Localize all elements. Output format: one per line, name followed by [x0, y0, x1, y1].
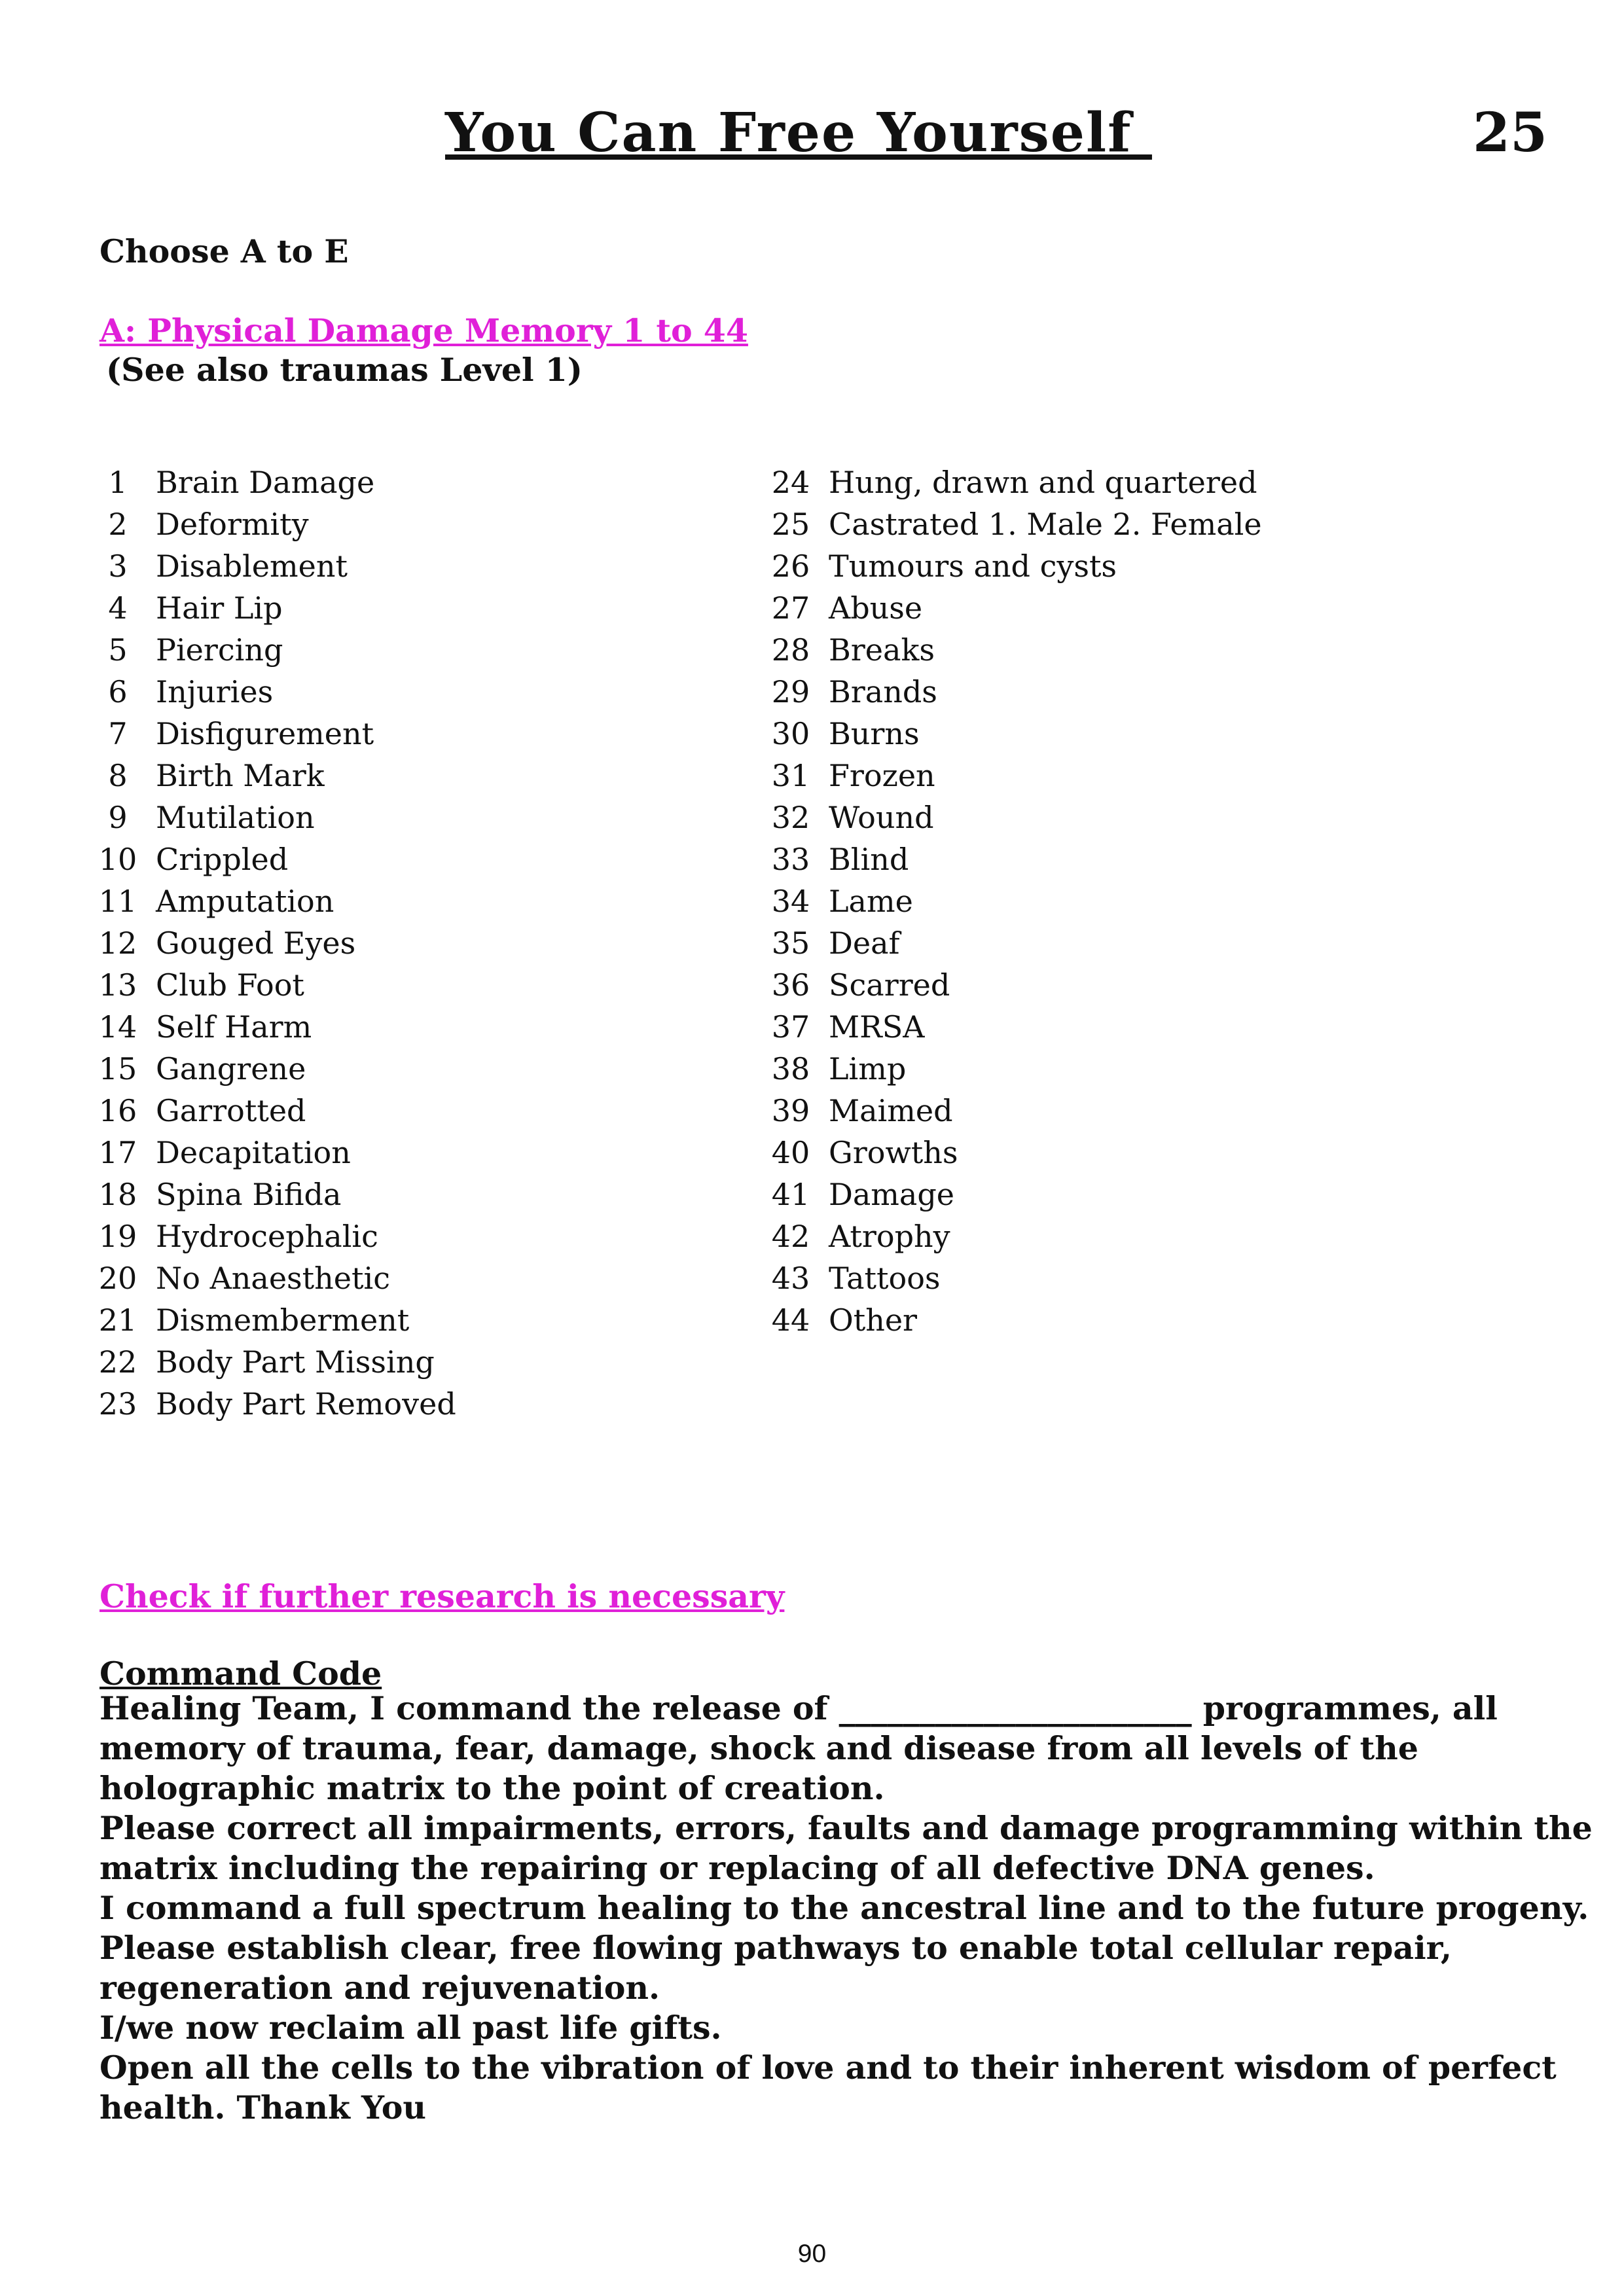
page-number: 90: [797, 2240, 827, 2268]
list-item-label: Castrated 1. Male 2. Female: [829, 507, 1262, 542]
list-item-label: Deformity: [156, 507, 309, 542]
list-item-number: 40: [771, 1135, 810, 1170]
list-item-number: 17: [98, 1135, 137, 1170]
list-item-label: Gangrene: [156, 1051, 306, 1086]
list-item-number: 11: [98, 884, 137, 919]
command-line: Healing Team, I command the release of ______________________ programmes, all: [99, 1689, 1498, 1727]
list-item-number: 32: [771, 800, 810, 835]
list-item-label: Hung, drawn and quartered: [829, 465, 1257, 500]
command-line: I/we now reclaim all past life gifts.: [99, 2009, 722, 2047]
list-item-number: 18: [98, 1177, 137, 1212]
list-item-number: 2: [108, 507, 128, 542]
list-item-label: Spina Bifida: [156, 1177, 342, 1212]
list-item-label: Growths: [829, 1135, 958, 1170]
list-item-label: Burns: [829, 716, 920, 751]
list-item-label: Gouged Eyes: [156, 925, 356, 961]
list-item-number: 19: [98, 1219, 137, 1254]
list-item-number: 30: [771, 716, 810, 751]
command-line: Please correct all impairments, errors, faults and damage programming within the: [99, 1809, 1593, 1847]
list-item-number: 36: [771, 967, 810, 1003]
page-title: You Can Free Yourself: [445, 101, 1152, 164]
command-line: matrix including the repairing or replacing of all defective DNA genes.: [99, 1849, 1375, 1887]
list-item-label: Injuries: [156, 674, 274, 709]
list-item-number: 4: [108, 590, 128, 626]
list-item-number: 38: [771, 1051, 810, 1086]
list-item-label: No Anaesthetic: [156, 1261, 390, 1296]
damage-list-left: [85, 465, 740, 1433]
list-item-number: 31: [771, 758, 810, 793]
list-item-label: MRSA: [829, 1009, 925, 1045]
list-item-label: Dismemberment: [156, 1302, 410, 1338]
list-item-label: Atrophy: [829, 1219, 950, 1254]
list-item-label: Tumours and cysts: [829, 548, 1117, 584]
list-item-number: 14: [98, 1009, 137, 1045]
command-line: Please establish clear, free flowing pathways to enable total cellular repair,: [99, 1929, 1452, 1967]
list-item-number: 39: [771, 1093, 810, 1128]
research-link[interactable]: Check if further research is necessary: [99, 1577, 785, 1615]
command-code-heading: Command Code: [99, 1655, 382, 1693]
list-item-label: Hair Lip: [156, 590, 283, 626]
list-item-label: Disfigurement: [156, 716, 374, 751]
damage-list-right: [758, 465, 1543, 1381]
list-item-number: 22: [98, 1344, 137, 1380]
list-item-number: 35: [771, 925, 810, 961]
section-a-subheading: (See also traumas Level 1): [106, 351, 583, 389]
list-item-label: Self Harm: [156, 1009, 312, 1045]
list-item-label: Hydrocephalic: [156, 1219, 378, 1254]
list-item-number: 9: [108, 800, 128, 835]
list-item-number: 16: [98, 1093, 137, 1128]
command-code-text: [99, 1689, 1593, 2128]
list-item-number: 43: [771, 1261, 810, 1296]
list-item-number: 27: [771, 590, 810, 626]
list-item-number: 25: [771, 507, 810, 542]
chapter-number: 25: [1473, 101, 1548, 164]
list-item-label: Body Part Removed: [156, 1386, 456, 1422]
list-item-number: 3: [108, 548, 128, 584]
list-item-label: Mutilation: [156, 800, 315, 835]
list-item-number: 33: [771, 842, 810, 877]
list-item-label: Garrotted: [156, 1093, 306, 1128]
list-item-number: 42: [771, 1219, 810, 1254]
command-line: I command a full spectrum healing to the ancestral line and to the future progeny.: [99, 1889, 1589, 1927]
list-item-label: Frozen: [829, 758, 935, 793]
list-item-label: Abuse: [829, 590, 923, 626]
list-item-number: 23: [98, 1386, 137, 1422]
command-line: memory of trauma, fear, damage, shock and disease from all levels of the: [99, 1729, 1418, 1767]
list-item-number: 5: [108, 632, 128, 668]
list-item-number: 15: [98, 1051, 137, 1086]
list-item-label: Limp: [829, 1051, 907, 1086]
list-item-number: 26: [771, 548, 810, 584]
list-item-label: Brands: [829, 674, 937, 709]
command-line: holographic matrix to the point of creation.: [99, 1769, 885, 1807]
list-item-label: Lame: [829, 884, 913, 919]
list-item-number: 7: [108, 716, 128, 751]
list-item-number: 24: [771, 465, 810, 500]
list-item-label: Piercing: [156, 632, 283, 668]
list-item-label: Damage: [829, 1177, 955, 1212]
list-item-label: Deaf: [829, 925, 900, 961]
list-item-label: Breaks: [829, 632, 935, 668]
list-item-number: 34: [771, 884, 810, 919]
list-item-number: 44: [771, 1302, 810, 1338]
command-line: regeneration and rejuvenation.: [99, 1969, 660, 2007]
list-item-label: Crippled: [156, 842, 289, 877]
list-item-label: Tattoos: [829, 1261, 941, 1296]
list-item-label: Body Part Missing: [156, 1344, 435, 1380]
list-item-label: Wound: [829, 800, 934, 835]
list-item-number: 41: [771, 1177, 810, 1212]
list-item-number: 37: [771, 1009, 810, 1045]
command-line: Open all the cells to the vibration of love and to their inherent wisdom of perfect: [99, 2049, 1557, 2087]
list-item-label: Other: [829, 1302, 918, 1338]
list-item-label: Maimed: [829, 1093, 953, 1128]
list-item-number: 28: [771, 632, 810, 668]
choose-instruction: Choose A to E: [99, 232, 349, 270]
list-item-label: Club Foot: [156, 967, 304, 1003]
list-item-number: 6: [108, 674, 128, 709]
list-item-label: Amputation: [156, 884, 334, 919]
list-item-number: 13: [98, 967, 137, 1003]
list-item-label: Brain Damage: [156, 465, 375, 500]
list-item-number: 20: [98, 1261, 137, 1296]
list-item-label: Blind: [829, 842, 909, 877]
command-line: health. Thank You: [99, 2089, 427, 2126]
list-item-label: Birth Mark: [156, 758, 325, 793]
list-item-label: Disablement: [156, 548, 348, 584]
list-item-label: Scarred: [829, 967, 950, 1003]
list-item-number: 1: [108, 465, 128, 500]
list-item-number: 10: [98, 842, 137, 877]
list-item-number: 8: [108, 758, 128, 793]
section-a-heading[interactable]: A: Physical Damage Memory 1 to 44: [99, 312, 748, 350]
list-item-label: Decapitation: [156, 1135, 351, 1170]
list-item-number: 21: [98, 1302, 137, 1338]
list-item-number: 29: [771, 674, 810, 709]
list-item-number: 12: [98, 925, 137, 961]
